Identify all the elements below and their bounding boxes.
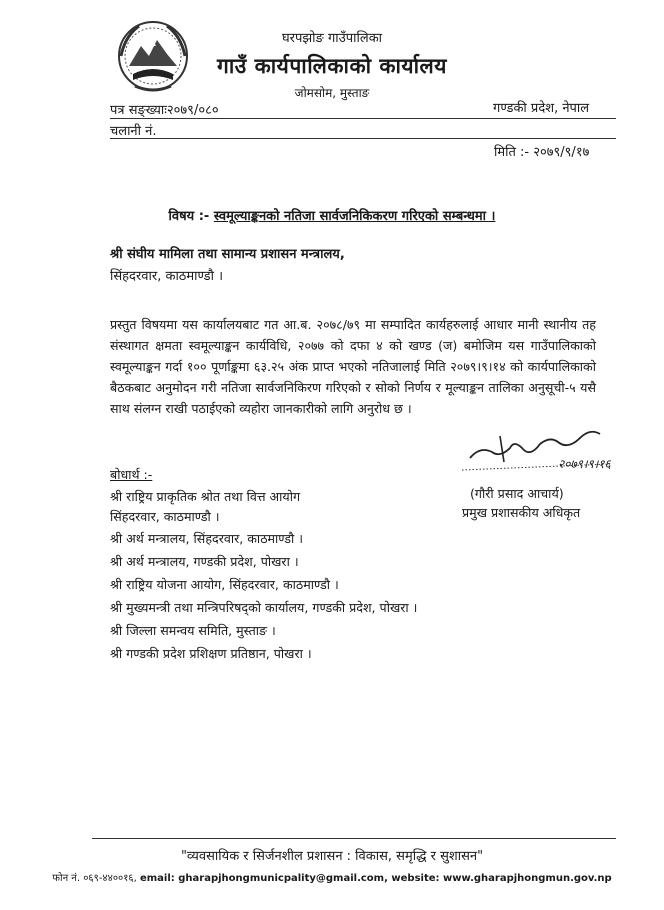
signer-name: (गौरी प्रसाद आचार्य) <box>470 486 564 501</box>
footer-contact <box>0 870 664 884</box>
letter-body: प्रस्तुत विषयमा यस कार्यालयबाट गत आ.ब. २०७८/७९ मा सम्पादित कार्यहरुलाई आधार मानी स्थानीय तह संस्थागत क्षमता स्वमूल्याङ्कन कार्यविधि, २०७७ को दफा ४ को खण्ड (ज) बमोजिम यस गाउँपालिकाको स्वमूल्याङ्कन गर्दा १०० पूर्णाङ्कमा ६३.२५ अंक प्राप्त भएको नतिजालाई मिति २०७९।९।१४ को कार्यपालिकाको बैठकबाट अनुमोदन गरी नतिजा सार्वजनिकिरण गरिएको र सोको निर्णय र मूल्याङ्कन तालिका अनुसूची-५ यसै साथ संलग्न राखी पठाईएको व्यहोरा जानकारीको लागि अनुरोध छ । <box>110 317 596 416</box>
cc-item: श्री जिल्ला समन्वय समिति, मुस्ताङ । <box>110 623 276 638</box>
signature-icon <box>440 418 640 474</box>
office-location: जोमसोम, मुस्ताङ <box>294 86 370 100</box>
cc-heading: बोधार्थ :- <box>110 467 153 482</box>
recipient-address: सिंहदरवार, काठमाण्डौ । <box>110 269 224 284</box>
subject-prefix: विषय :- <box>168 209 214 224</box>
subject-text: स्वमूल्याङ्कनको नतिजा सार्वजनिकिकरण गरिएको सम्बन्धमा । <box>213 209 496 224</box>
cc-item: श्री राष्ट्रिय योजना आयोग, सिंहदरवार, काठमाण्डौ । <box>110 577 339 592</box>
office-title: गाउँ कार्यपालिकाको कार्यालय <box>217 54 447 78</box>
recipient-name: श्री संघीय मामिला तथा सामान्य प्रशासन मन्त्रालय, <box>110 247 345 262</box>
header-divider-bottom <box>110 138 616 139</box>
header-divider-top <box>110 118 616 119</box>
footer-website: website: www.gharapjhongmun.gov.np <box>391 873 612 884</box>
footer-phone: फोन नं. ०६९-४४००१६, <box>52 873 140 884</box>
footer-divider <box>92 838 616 839</box>
signer-title: प्रमुख प्रशासकीय अधिकृत <box>462 505 581 520</box>
footer-email: email: gharapjhongmunicpality@gmail.com, <box>139 873 392 884</box>
dispatch-number: चलानी नं. <box>110 124 157 139</box>
municipality-name: घरपझोङ गाउँपालिका <box>281 31 383 46</box>
cc-item: सिंहदरवार, काठमाण्डौ । <box>110 509 220 524</box>
cc-item: श्री अर्थ मन्त्रालय, सिंहदरवार, काठमाण्डौ । <box>110 531 304 546</box>
subject-line <box>0 206 664 224</box>
cc-item: श्री गण्डकी प्रदेश प्रशिक्षण प्रतिष्ठान, पोखरा । <box>110 646 312 661</box>
cc-item: श्री मुख्यमन्त्री तथा मन्त्रिपरिषद्को कार्यालय, गण्डकी प्रदेश, पोखरा । <box>110 600 418 615</box>
letter-date: मिति :- २०७९/९/१७ <box>494 145 590 160</box>
footer-motto: "व्यवसायिक र सिर्जनशील प्रशासन : विकास, समृद्धि र सुशासन" <box>180 849 484 864</box>
signature-date: २०७९।९।१६ <box>558 457 611 471</box>
province-country: गण्डकी प्रदेश, नेपाल <box>493 101 590 116</box>
letter-reference-number: पत्र सङ्ख्याः२०७९/०८० <box>110 103 219 118</box>
cc-item: श्री अर्थ मन्त्रालय, गण्डकी प्रदेश, पोखरा । <box>110 554 299 569</box>
cc-item: श्री राष्ट्रिय प्राकृतिक श्रोत तथा वित्त आयोग <box>110 489 301 504</box>
